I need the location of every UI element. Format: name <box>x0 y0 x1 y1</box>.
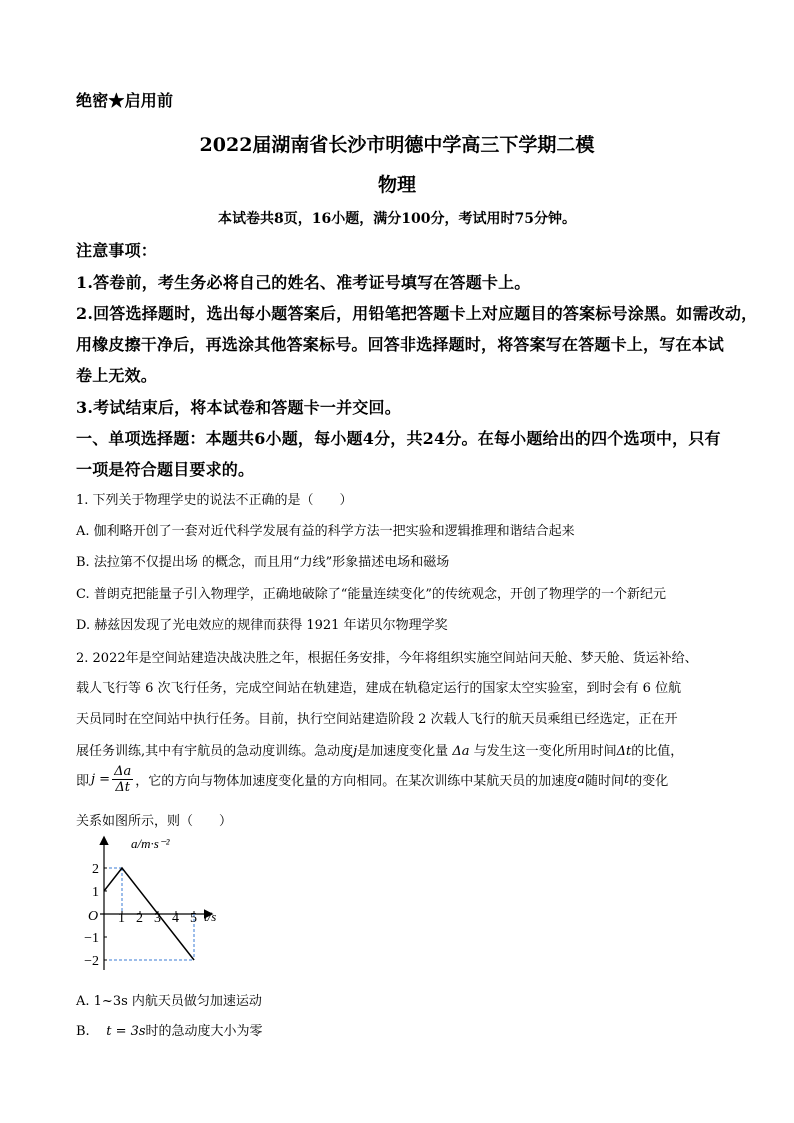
notice-item-2-line-1: 2.回答选择题时，选出每小题答案后，用铅笔把答题卡上对应题目的答案标号涂黑。如需改动， <box>76 304 758 323</box>
q2-line-4-d: 的比值， <box>631 744 684 759</box>
y-tick-label: 2 <box>92 862 99 877</box>
exam-title: 2022届湖南省长沙市明德中学高三下学期二模 <box>199 134 595 156</box>
y-axis-label: a/m·s⁻² <box>131 836 170 851</box>
notice-heading: 注意事项： <box>76 241 158 260</box>
subject-title: 物理 <box>377 174 416 196</box>
q2-line-5-c: 随时间 <box>585 774 625 789</box>
q1-option-a: A. 伽利略开创了一套对近代科学发展有益的科学方法一把实验和逻辑推理和谐结合起来 <box>76 524 575 539</box>
accel-symbol: a <box>577 772 585 787</box>
q2-line-5-b: ，它的方向与物体加速度变化量的方向相同。在某次训练中某航天员的加速度 <box>135 774 578 789</box>
y-tick-label: 1 <box>92 885 99 900</box>
x-axis-label: t/s <box>204 909 217 924</box>
q2-line-6: 关系如图所示，则（ ） <box>76 814 233 829</box>
fraction-numerator: Δa <box>114 764 132 779</box>
origin-label: O <box>88 909 99 924</box>
acceleration-time-graph <box>80 835 240 975</box>
exam-info: 本试卷共8页，16小题，满分100分，考试用时75分钟。 <box>218 211 576 227</box>
q2-line-5 <box>76 764 668 795</box>
q2-line-5-d: 的变化 <box>629 774 669 789</box>
q2-line-3: 天员同时在空间站中执行任务。目前，执行空间站建造阶段 2 次载人飞行的航天员乘组已经选定，正在开 <box>76 712 678 727</box>
notice-item-1: 1.答卷前，考生务必将自己的姓名、准考证号填写在答题卡上。 <box>76 273 531 292</box>
delta-t-symbol: Δt <box>616 744 632 759</box>
q1-option-b: B. 法拉第不仅提出场 的概念，而且用“力线”形象描述电场和磁场 <box>76 555 450 570</box>
notice-item-2-line-2: 用橡皮擦干净后，再选涂其他答案标号。回答非选择题时，将答案写在答题卡上，写在本试 <box>76 335 725 354</box>
x-tick-label: 2 <box>136 911 143 926</box>
q2-line-4-b: 是加速度变化量 <box>357 744 449 759</box>
secret-label: 绝密★启用前 <box>76 91 174 110</box>
q2-option-a: A. 1~3s 内航天员做匀加速运动 <box>76 994 262 1009</box>
x-tick-label: 1 <box>118 911 125 926</box>
q2-line-5-a: 即 <box>76 774 90 789</box>
q2-line-4 <box>76 740 683 759</box>
q2-line-4-c: 与发生这一变化所用时间 <box>473 744 617 759</box>
q1-option-c: C. 普朗克把能量子引入物理学，正确地破除了“能量连续变化”的传统观念，开创了物理学的一个新纪元 <box>76 587 667 602</box>
q2-option-b-letter: B. <box>76 1024 107 1039</box>
q2-option-b <box>76 1020 263 1039</box>
q1-stem: 1. 下列关于物理学史的说法不正确的是（ ） <box>76 493 353 508</box>
q2-option-b-text: 时的急动度大小为零 <box>145 1024 263 1039</box>
y-tick-label: −1 <box>84 931 99 946</box>
jerk-fraction <box>112 764 133 795</box>
x-tick-label: 3 <box>154 911 161 926</box>
y-tick-label: −2 <box>84 954 99 969</box>
x-tick-label: 4 <box>172 911 179 926</box>
q1-option-d: D. 赫兹因发现了光电效应的规律而获得 1921 年诺贝尔物理学奖 <box>76 618 448 633</box>
q2-line-4-a: 展任务训练,其中有宇航员的急动度训练。急动度 <box>76 744 354 759</box>
jerk-symbol: j <box>353 744 358 759</box>
notice-item-2-line-3: 卷上无效。 <box>76 366 158 385</box>
x-tick-label: 5 <box>190 911 197 926</box>
jerk-formula-lhs: j = <box>91 772 111 787</box>
fraction-denominator: Δt <box>115 780 130 795</box>
section-heading-line-2: 一项是符合题目要求的。 <box>76 460 255 479</box>
time-symbol: t <box>624 772 630 787</box>
delta-a-symbol: Δa <box>452 744 470 759</box>
section-heading-line-1: 一、单项选择题：本题共6小题，每小题4分，共24分。在每小题给出的四个选项中，只有 <box>76 429 721 448</box>
notice-item-3: 3.考试结束后，将本试卷和答题卡一并交回。 <box>76 398 401 417</box>
q2-line-1: 2. 2022年是空间站建造决战决胜之年，根据任务安排，今年将组织实施空间站问天舱、梦天舱、货运补给、 <box>76 651 698 666</box>
q2-line-2: 载人飞行等 6 次飞行任务，完成空间站在轨建造，建成在轨稳定运行的国家太空实验室，到时会有 6 位航 <box>76 681 682 696</box>
q2-option-b-math: t = 3s <box>106 1024 146 1039</box>
